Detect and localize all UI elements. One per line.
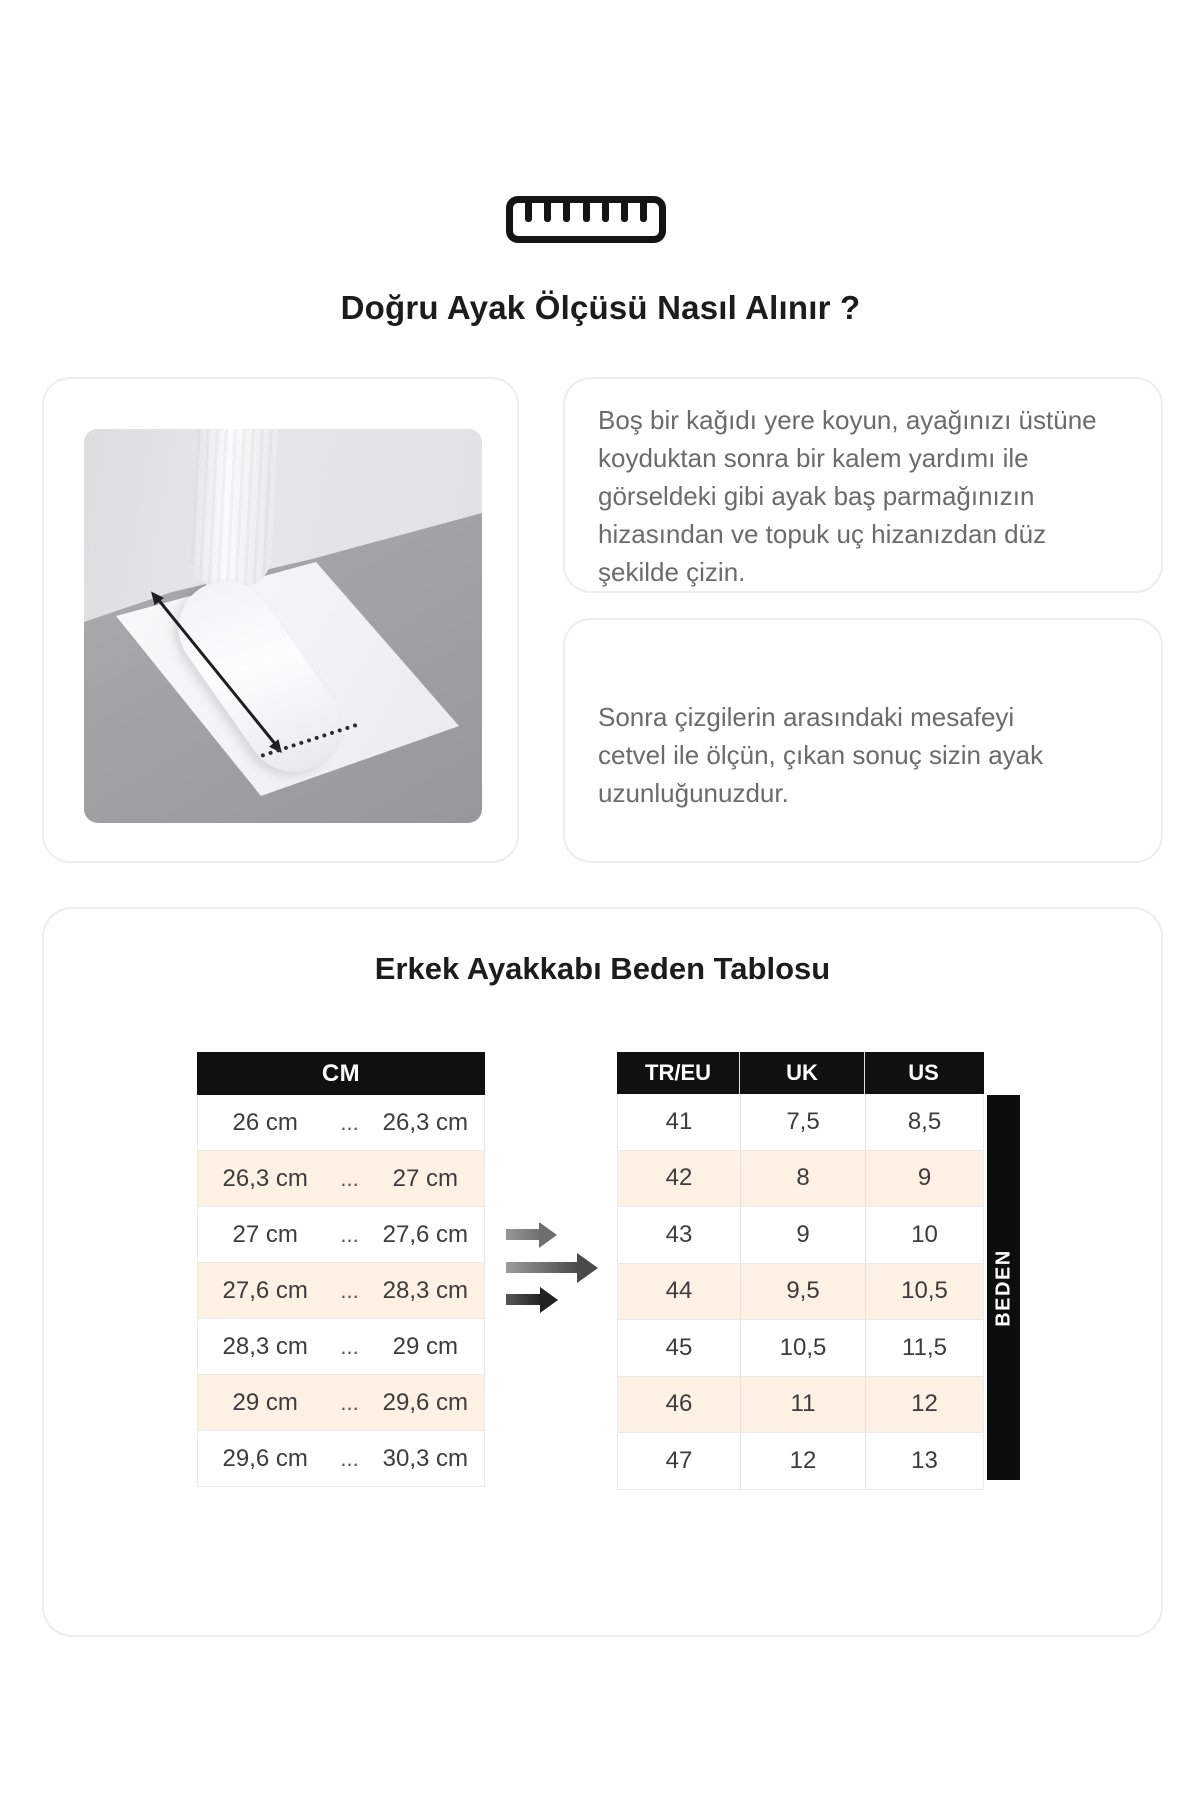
column-header-tr-eu: TR/EU xyxy=(645,1060,711,1085)
table-cell: ... xyxy=(340,1165,359,1191)
text-line: Sonra çizgilerin arasındaki mesafeyi xyxy=(598,702,1015,732)
table-cell: 27,6 cm xyxy=(222,1276,308,1304)
ruler-tick xyxy=(563,203,570,222)
table-cell: 44 xyxy=(665,1277,693,1305)
foot-measure-photo-card xyxy=(42,377,519,863)
instruction-card-1 xyxy=(563,377,1163,593)
table-cell: 29 cm xyxy=(392,1332,459,1360)
table-row xyxy=(618,1151,983,1208)
table-cell: 12 xyxy=(740,1433,865,1489)
table-cell: 9 xyxy=(865,1151,983,1207)
table-cell: 27 cm xyxy=(392,1164,459,1192)
text-line: görseldeki gibi ayak baş parmağınızın xyxy=(598,481,1035,511)
size-chart-card xyxy=(42,907,1163,1637)
table-cell: 8,5 xyxy=(865,1094,983,1150)
text-line: koyduktan sonra bir kalem yardımı ile xyxy=(598,443,1029,473)
table-row xyxy=(618,1433,983,1489)
table-cell: 42 xyxy=(665,1164,693,1192)
transfer-arrow-icon xyxy=(506,1294,541,1305)
beden-side-bar xyxy=(987,1095,1020,1480)
table-row xyxy=(618,1207,983,1264)
table-row xyxy=(618,1264,983,1321)
table-row xyxy=(198,1095,484,1151)
cm-table-body xyxy=(197,1095,485,1487)
table-cell: 12 xyxy=(865,1377,983,1433)
table-cell: ... xyxy=(340,1221,359,1247)
photo-sock-leg xyxy=(190,429,279,591)
cm-table-header: CM xyxy=(197,1052,485,1095)
column-header-uk: UK xyxy=(739,1052,864,1094)
ruler-tick xyxy=(544,203,551,222)
text-line: cetvel ile ölçün, çıkan sonuç sizin ayak xyxy=(598,740,1044,770)
ruler-tick xyxy=(640,203,647,222)
instruction-card-2 xyxy=(563,618,1163,863)
text-line: uzunluğunuzdur. xyxy=(598,778,789,808)
table-cell: 26 cm xyxy=(232,1108,298,1136)
foot-measure-photo xyxy=(84,429,482,823)
cm-table xyxy=(197,1052,485,1487)
table-row xyxy=(618,1320,983,1377)
table-cell: 13 xyxy=(865,1433,983,1489)
table-cell: 8 xyxy=(740,1151,865,1207)
eu-table-header xyxy=(617,1052,984,1094)
page-title: Doğru Ayak Ölçüsü Nasıl Alınır ? xyxy=(340,289,861,326)
text-line: şekilde çizin. xyxy=(598,557,746,587)
table-row xyxy=(198,1431,484,1486)
table-row xyxy=(618,1094,983,1151)
table-cell: 11 xyxy=(740,1377,865,1433)
table-cell: 26,3 cm xyxy=(382,1108,469,1136)
table-row xyxy=(618,1377,983,1434)
table-cell: 10 xyxy=(865,1207,983,1263)
table-cell: ... xyxy=(340,1389,359,1415)
table-row xyxy=(198,1151,484,1207)
table-cell: 28,3 cm xyxy=(382,1276,469,1304)
table-cell: 41 xyxy=(665,1107,693,1135)
table-cell: 7,5 xyxy=(740,1094,865,1150)
table-cell: ... xyxy=(340,1109,359,1135)
table-cell: 28,3 cm xyxy=(222,1332,308,1360)
beden-label: BEDEN xyxy=(992,1248,1014,1327)
table-cell: 10,5 xyxy=(865,1264,983,1320)
ruler-tick xyxy=(525,203,532,222)
table-cell: 29,6 cm xyxy=(222,1444,308,1472)
transfer-arrow-icon xyxy=(506,1229,540,1240)
table-cell: 47 xyxy=(665,1446,693,1474)
ruler-tick xyxy=(602,203,609,222)
ruler-icon xyxy=(506,196,666,243)
table-row xyxy=(198,1375,484,1431)
table-row xyxy=(198,1319,484,1375)
table-cell: ... xyxy=(340,1333,359,1359)
ruler-tick xyxy=(621,203,628,222)
table-cell: ... xyxy=(340,1445,359,1471)
table-cell: 27 cm xyxy=(232,1220,298,1248)
table-row xyxy=(198,1263,484,1319)
size-chart-title: Erkek Ayakkabı Beden Tablosu xyxy=(374,951,831,986)
table-cell: 29 cm xyxy=(232,1388,298,1416)
table-cell: 46 xyxy=(665,1390,693,1418)
table-cell: 26,3 cm xyxy=(222,1164,308,1192)
table-cell: 30,3 cm xyxy=(382,1444,469,1472)
column-header-us: US xyxy=(864,1052,982,1094)
transfer-arrow-icon xyxy=(506,1262,578,1273)
table-cell: 29,6 cm xyxy=(382,1388,469,1416)
table-cell: 43 xyxy=(665,1220,693,1248)
table-cell: 9 xyxy=(740,1207,865,1263)
table-row xyxy=(198,1207,484,1263)
ruler-tick xyxy=(583,203,590,222)
text-line: hizasından ve topuk uç hizanızdan düz xyxy=(598,519,1047,549)
eu-size-table xyxy=(617,1052,984,1490)
table-cell: 27,6 cm xyxy=(382,1220,469,1248)
table-cell: 10,5 xyxy=(740,1320,865,1376)
text-line: Boş bir kağıdı yere koyun, ayağınızı üstüne xyxy=(598,405,1097,435)
table-cell: 45 xyxy=(665,1333,693,1361)
table-cell: 9,5 xyxy=(740,1264,865,1320)
table-cell: ... xyxy=(340,1277,359,1303)
eu-table-body xyxy=(617,1094,984,1490)
table-cell: 11,5 xyxy=(865,1320,983,1376)
